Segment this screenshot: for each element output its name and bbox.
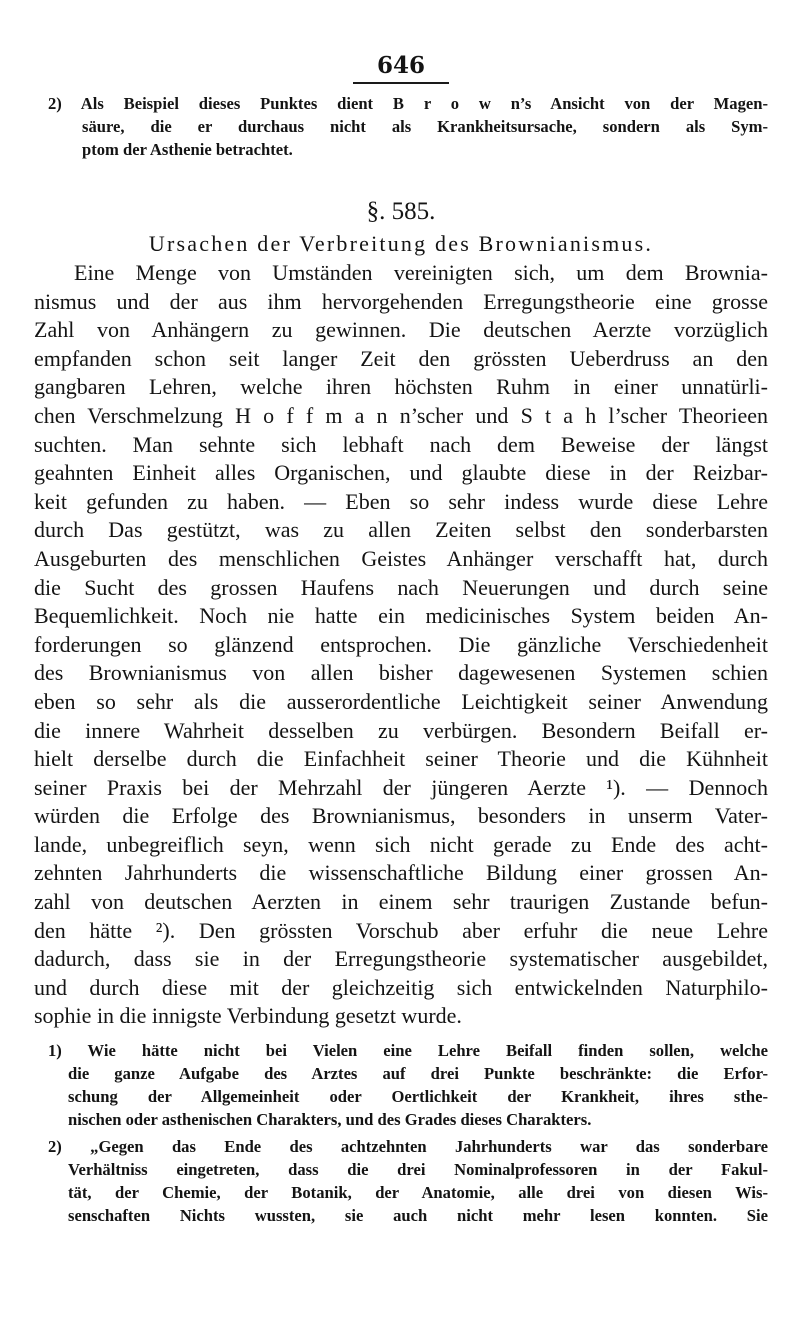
body-line: zehnten Jahrhunderts die wissenschaftliche Bildung einer grossen An- (34, 860, 768, 886)
footnote-line: die ganze Aufgabe des Arztes auf drei Punkte beschränkte: die Erfor- (68, 1064, 768, 1084)
body-line: empfanden schon seit langer Zeit den grössten Ueberdruss an den (34, 345, 768, 371)
body-line: dadurch, dass sie in der Erregungstheorie systematischer ausgebildet, (34, 946, 768, 972)
body-line: zahl von deutschen Aerzten in einem sehr traurigen Zustande befun- (34, 889, 768, 915)
body-line: eben so sehr als die ausserordentliche Leichtigkeit seiner Anwendung (34, 688, 768, 714)
header-rule (353, 82, 449, 84)
body-line: den hätte ²). Den grössten Vorschub aber erfuhr die neue Lehre (34, 917, 768, 943)
footnote-line: 1) Wie hätte nicht bei Vielen eine Lehre Beifall finden sollen, welche (48, 1041, 768, 1061)
body-line: gangbaren Lehren, welche ihren höchsten Ruhm in einer unnatürli- (34, 374, 768, 400)
footnote-line: 2) „Gegen das Ende des achtzehnten Jahrhunderts war das sonderbare (48, 1137, 768, 1157)
footnote-line: tät, der Chemie, der Botanik, der Anatomie, alle drei von diesen Wis- (68, 1183, 768, 1203)
page-number: 646 (376, 52, 425, 79)
body-line: hielt derselbe durch die Einfachheit seiner Theorie und die Kühnheit (34, 746, 768, 772)
body-line: Bequemlichkeit. Noch nie hatte ein medicinisches System beiden An- (34, 603, 768, 629)
section-number: §. 585. (366, 198, 436, 225)
footnote-line: ptom der Asthenie betrachtet. (82, 140, 293, 159)
footnote-1 (34, 1039, 768, 1131)
body-line: die Sucht des grossen Haufens nach Neuerungen und durch seine (34, 574, 768, 600)
body-line: forderungen so glänzend entsprochen. Die gänzliche Verschiedenheit (34, 631, 768, 657)
body-line: nismus und der aus ihm hervorgehenden Erregungstheorie eine grosse (34, 288, 768, 314)
body-text (34, 259, 768, 1031)
body-line: Ausgeburten des menschlichen Geistes Anhänger verschafft hat, durch (34, 545, 768, 571)
footnote-line: säure, die er durchaus nicht als Krankheitsursache, sondern als Sym- (82, 117, 768, 136)
body-line: sophie in die innigste Verbindung gesetzt wurde. (34, 1003, 462, 1029)
body-line: des Brownianismus von allen bisher dagewesenen Systemen schien (34, 660, 768, 686)
footnote-line: 2) Als Beispiel dieses Punktes dient B r o w n’s Ansicht von der Magen- (48, 94, 768, 113)
body-line: keit gefunden zu haben. — Eben so sehr indess wurde diese Lehre (34, 488, 768, 514)
footnote-line: Verhältniss eingetreten, dass die drei Nominalprofessoren in der Fakul- (68, 1160, 768, 1180)
body-line: seiner Praxis bei der Mehrzahl der jüngeren Aerzte ¹). — Dennoch (34, 774, 768, 800)
footnote-2 (34, 1135, 768, 1227)
body-line: durch Das gestützt, was zu allen Zeiten selbst den sonderbarsten (34, 517, 768, 543)
footnote-line: senschaften Nichts wussten, sie auch nicht mehr lesen konnten. Sie (68, 1206, 768, 1226)
body-line: Eine Menge von Umständen vereinigten sich, um dem Brownia- (74, 260, 768, 285)
body-line: lande, unbegreiflich seyn, wenn sich nicht gerade zu Ende des acht- (34, 831, 768, 857)
body-line: Zahl von Anhängern zu gewinnen. Die deutschen Aerzte vorzüglich (34, 317, 768, 343)
section-title: Ursachen der Verbreitung des Brownianismus. (148, 231, 654, 256)
body-line: geahnten Einheit alles Organischen, und glaubte diese in der Reizbar- (34, 460, 768, 486)
body-line: suchten. Man sehnte sich lebhaft nach dem Beweise der längst (34, 431, 768, 457)
footnote-line: nischen oder asthenischen Charakters, und des Grades dieses Charakters. (68, 1110, 592, 1130)
body-line: chen Verschmelzung H o f f m a n n’scher und S t a h l’scher Theorieen (34, 402, 768, 428)
body-line: die innere Wahrheit desselben zu verbürgen. Besondern Beifall er- (34, 717, 768, 743)
body-line: würden die Erfolge des Brownianismus, besonders in unserm Vater- (34, 803, 768, 829)
footnotes (34, 1039, 768, 1227)
top-footnote (48, 92, 768, 161)
footnote-line: schung der Allgemeinheit oder Oertlichkeit der Krankheit, ihres sthe- (68, 1087, 768, 1107)
body-line: und durch diese mit der gleichzeitig sich entwickelnden Naturphilo- (34, 974, 768, 1000)
